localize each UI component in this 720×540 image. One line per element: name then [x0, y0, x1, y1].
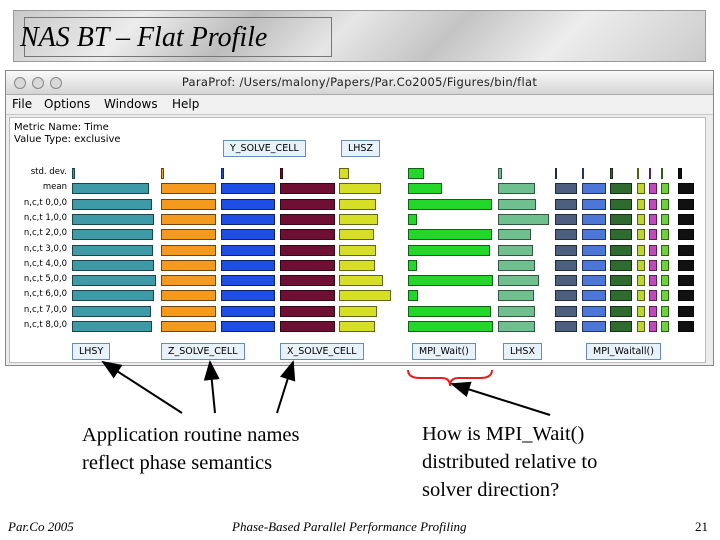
profile-bar-mpi-wait[interactable] [408, 183, 442, 194]
note-left-line-2: reflect phase semantics [82, 452, 273, 474]
profile-bar-black[interactable] [678, 275, 694, 286]
profile-bar-yellow2[interactable] [637, 229, 645, 240]
profile-bar-lhsz[interactable] [339, 199, 376, 210]
profile-bar-z-solve-cell[interactable] [161, 290, 216, 301]
profile-bar-lhsx[interactable] [498, 199, 536, 210]
row-label: n,c,t 3,0,0 [23, 243, 67, 254]
profile-bar-mpi-wait[interactable] [408, 229, 492, 240]
menu-windows[interactable]: Windows [104, 97, 158, 111]
profile-bar-slate[interactable] [555, 199, 577, 210]
profile-bar-darkgreen[interactable] [610, 229, 632, 240]
arrow-to-x-solve-cell [277, 362, 293, 413]
profile-bar-blue2[interactable] [582, 260, 606, 271]
profile-bar-slate[interactable] [555, 275, 577, 286]
profile-bar-green2[interactable] [661, 183, 669, 194]
profile-bar-blue2[interactable] [582, 306, 606, 317]
note-right-line-2: distributed relative to [422, 451, 598, 473]
profile-bar-x-solve-cell[interactable] [280, 290, 335, 301]
callout-x-solve-cell: X_SOLVE_CELL [280, 343, 364, 360]
profile-bar-blue2[interactable] [582, 321, 606, 332]
profile-bar-green2[interactable] [661, 290, 669, 301]
profile-bar-mpi-wait[interactable] [408, 245, 490, 256]
note-right [422, 420, 597, 504]
row-label: std. dev. [30, 167, 67, 177]
profile-bar-lhsy[interactable] [72, 306, 151, 317]
callout-y-solve-cell: Y_SOLVE_CELL [223, 140, 306, 157]
window-title: ParaProf: /Users/malony/Papers/Par.Co2005/Figures/bin/flat [181, 75, 538, 89]
profile-bar-y-solve-cell[interactable] [221, 183, 275, 194]
profile-bar-darkgreen[interactable] [610, 321, 632, 332]
profile-bar-lhsx[interactable] [498, 168, 502, 179]
profile-bar-black[interactable] [678, 306, 694, 317]
profile-bar-blue2[interactable] [582, 275, 606, 286]
profile-bar-black[interactable] [678, 245, 694, 256]
profile-bar-z-solve-cell[interactable] [161, 214, 216, 225]
profile-bar-darkgreen[interactable] [610, 214, 632, 225]
profile-bar-lhsx[interactable] [498, 306, 535, 317]
profile-bar-y-solve-cell[interactable] [221, 199, 275, 210]
profile-bar-blue2[interactable] [582, 183, 606, 194]
profile-bar-lhsx[interactable] [498, 321, 535, 332]
profile-bar-y-solve-cell[interactable] [221, 321, 275, 332]
profile-bar-lhsx[interactable] [498, 229, 531, 240]
profile-bar-magenta[interactable] [649, 199, 657, 210]
profile-bar-yellow2[interactable] [637, 260, 645, 271]
footer-center: Phase-Based Parallel Performance Profiling [232, 519, 467, 534]
callout-lhsy: LHSY [72, 343, 110, 360]
profile-bar-z-solve-cell[interactable] [161, 168, 164, 179]
profile-bar-black[interactable] [678, 290, 694, 301]
profile-bar-magenta[interactable] [649, 275, 657, 286]
arrow-to-z-solve-cell [210, 362, 215, 413]
mpi-wait-brace [408, 370, 492, 386]
callout-lhsz: LHSZ [341, 140, 380, 157]
menu-options[interactable]: Options [44, 97, 91, 111]
profile-bar-mpi-wait[interactable] [408, 260, 417, 271]
profile-bar-z-solve-cell[interactable] [161, 275, 216, 286]
profile-bar-lhsy[interactable] [72, 214, 154, 225]
profile-bar-lhsy[interactable] [72, 245, 153, 256]
profile-bar-lhsz[interactable] [339, 229, 374, 240]
profile-bar-lhsy[interactable] [72, 199, 152, 210]
profile-bar-darkgreen[interactable] [610, 245, 632, 256]
profile-bar-z-solve-cell[interactable] [161, 306, 216, 317]
profile-bar-x-solve-cell[interactable] [280, 245, 335, 256]
profile-bar-magenta[interactable] [649, 168, 651, 179]
profile-bar-green2[interactable] [661, 245, 669, 256]
profile-bar-black[interactable] [678, 229, 694, 240]
profile-bar-lhsz[interactable] [339, 168, 349, 179]
note-right-line-1: How is MPI_Wait() [422, 423, 585, 445]
profile-bar-darkgreen[interactable] [610, 290, 632, 301]
profile-bar-slate[interactable] [555, 306, 577, 317]
profile-bar-yellow2[interactable] [637, 199, 645, 210]
profile-bar-x-solve-cell[interactable] [280, 306, 335, 317]
profile-bar-magenta[interactable] [649, 214, 657, 225]
profile-bar-magenta[interactable] [649, 260, 657, 271]
profile-bar-yellow2[interactable] [637, 245, 645, 256]
profile-bar-green2[interactable] [661, 275, 669, 286]
profile-bar-lhsy[interactable] [72, 321, 152, 332]
profile-bar-lhsz[interactable] [339, 183, 381, 194]
profile-bar-lhsy[interactable] [72, 290, 154, 301]
profile-bar-z-solve-cell[interactable] [161, 245, 216, 256]
profile-bar-lhsz[interactable] [339, 306, 377, 317]
arrow-to-brace [452, 384, 550, 415]
profile-bar-y-solve-cell[interactable] [221, 260, 275, 271]
profile-bar-z-solve-cell[interactable] [161, 321, 216, 332]
profile-bar-mpi-wait[interactable] [408, 199, 492, 210]
profile-bar-x-solve-cell[interactable] [280, 260, 335, 271]
profile-bar-x-solve-cell[interactable] [280, 168, 283, 179]
callout-lhsx: LHSX [503, 343, 542, 360]
profile-bar-slate[interactable] [555, 260, 577, 271]
profile-bar-mpi-wait[interactable] [408, 168, 424, 179]
profile-bar-mpi-wait[interactable] [408, 275, 493, 286]
row-label: n,c,t 2,0,0 [23, 228, 67, 239]
row-label: n,c,t 1,0,0 [23, 212, 67, 223]
profile-bar-y-solve-cell[interactable] [221, 306, 275, 317]
profile-bar-blue2[interactable] [582, 168, 584, 179]
menu-file[interactable]: File [12, 97, 33, 111]
row-label: n,c,t 7,0,0 [23, 304, 67, 315]
profile-bar-green2[interactable] [661, 229, 669, 240]
profile-bar-lhsy[interactable] [72, 183, 149, 194]
row-label: n,c,t 4,0,0 [23, 258, 67, 269]
profile-bar-slate[interactable] [555, 245, 577, 256]
slide-title: NAS BT – Flat Profile [20, 22, 268, 53]
profile-bar-slate[interactable] [555, 229, 577, 240]
profile-bar-y-solve-cell[interactable] [221, 245, 275, 256]
profile-bar-green2[interactable] [661, 321, 669, 332]
profile-bar-blue2[interactable] [582, 199, 606, 210]
profile-bar-black[interactable] [678, 199, 694, 210]
profile-bar-y-solve-cell[interactable] [221, 214, 275, 225]
row-label: n,c,t 5,0,0 [23, 274, 67, 285]
profile-bar-y-solve-cell[interactable] [221, 229, 275, 240]
callout-z-solve-cell: Z_SOLVE_CELL [161, 343, 245, 360]
profile-bar-x-solve-cell[interactable] [280, 275, 335, 286]
profile-bar-yellow2[interactable] [637, 275, 645, 286]
callout-mpi-wait: MPI_Wait() [412, 343, 476, 360]
profile-bar-lhsx[interactable] [498, 290, 534, 301]
profile-bar-lhsy[interactable] [72, 260, 154, 271]
profile-bar-y-solve-cell[interactable] [221, 275, 275, 286]
profile-bar-lhsz[interactable] [339, 214, 378, 225]
profile-bar-lhsz[interactable] [339, 321, 375, 332]
profile-bar-green2[interactable] [661, 260, 669, 271]
profile-bar-blue2[interactable] [582, 290, 606, 301]
profile-bar-yellow2[interactable] [637, 290, 645, 301]
profile-bar-y-solve-cell[interactable] [221, 168, 224, 179]
profile-bar-slate[interactable] [555, 214, 577, 225]
profile-bar-blue2[interactable] [582, 245, 606, 256]
profile-bar-yellow2[interactable] [637, 183, 645, 194]
profile-bar-yellow2[interactable] [637, 214, 645, 225]
profile-bar-mpi-wait[interactable] [408, 321, 493, 332]
profile-bar-green2[interactable] [661, 214, 669, 225]
metric-name: Metric Name: Time [14, 122, 109, 133]
arrow-to-lhsy [103, 362, 182, 413]
profile-bar-black[interactable] [678, 214, 694, 225]
profile-bar-magenta[interactable] [649, 306, 657, 317]
profile-bar-lhsy[interactable] [72, 229, 153, 240]
profile-bar-magenta[interactable] [649, 245, 657, 256]
profile-bar-x-solve-cell[interactable] [280, 214, 335, 225]
profile-bar-green2[interactable] [661, 306, 669, 317]
profile-bar-green2[interactable] [661, 199, 669, 210]
profile-bar-x-solve-cell[interactable] [280, 199, 335, 210]
profile-bar-lhsx[interactable] [498, 275, 539, 286]
profile-bar-z-solve-cell[interactable] [161, 199, 216, 210]
profile-bar-blue2[interactable] [582, 214, 606, 225]
profile-bar-blue2[interactable] [582, 229, 606, 240]
row-label: n,c,t 0,0,0 [23, 197, 67, 208]
profile-bar-z-solve-cell[interactable] [161, 260, 216, 271]
menu-help[interactable]: Help [172, 97, 200, 111]
profile-bar-z-solve-cell[interactable] [161, 229, 216, 240]
profile-bar-lhsz[interactable] [339, 275, 383, 286]
profile-bar-slate[interactable] [555, 168, 557, 179]
menu-bar [6, 95, 713, 115]
profile-bar-x-solve-cell[interactable] [280, 229, 335, 240]
profile-bar-lhsx[interactable] [498, 183, 535, 194]
profile-bar-lhsz[interactable] [339, 245, 376, 256]
profile-bar-lhsz[interactable] [339, 260, 375, 271]
note-left-line-1: Application routine names [82, 424, 300, 446]
profile-bar-darkgreen[interactable] [610, 183, 632, 194]
profile-bar-lhsz[interactable] [339, 290, 391, 301]
profile-bar-darkgreen[interactable] [610, 199, 632, 210]
window-titlebar [6, 71, 713, 95]
profile-bar-y-solve-cell[interactable] [221, 290, 275, 301]
callout-mpi-waitall: MPI_Waitall() [586, 343, 661, 360]
profile-bar-yellow2[interactable] [637, 306, 645, 317]
profile-bar-lhsx[interactable] [498, 214, 549, 225]
profile-bar-green2[interactable] [661, 168, 663, 179]
profile-bar-lhsy[interactable] [72, 275, 156, 286]
row-label: n,c,t 6,0,0 [23, 289, 67, 300]
profile-bar-mpi-wait[interactable] [408, 290, 418, 301]
page-number: 21 [695, 519, 708, 534]
profile-bar-x-solve-cell[interactable] [280, 183, 335, 194]
profile-bar-slate[interactable] [555, 183, 577, 194]
profile-bar-lhsx[interactable] [498, 245, 533, 256]
profile-bar-lhsy[interactable] [72, 168, 75, 179]
profile-bar-lhsx[interactable] [498, 260, 535, 271]
profile-bar-magenta[interactable] [649, 290, 657, 301]
profile-bar-darkgreen[interactable] [610, 168, 613, 179]
profile-bar-magenta[interactable] [649, 229, 657, 240]
profile-bar-darkgreen[interactable] [610, 260, 632, 271]
profile-bar-mpi-wait[interactable] [408, 214, 417, 225]
profile-bar-x-solve-cell[interactable] [280, 321, 335, 332]
row-label: n,c,t 8,0,0 [23, 320, 67, 330]
profile-bar-magenta[interactable] [649, 321, 657, 332]
footer-left: Par.Co 2005 [8, 519, 74, 534]
note-left [82, 421, 299, 477]
profile-bar-darkgreen[interactable] [610, 275, 632, 286]
profile-bar-slate[interactable] [555, 321, 577, 332]
note-right-line-3: solver direction? [422, 479, 560, 501]
profile-bar-magenta[interactable] [649, 183, 657, 194]
profile-bar-z-solve-cell[interactable] [161, 183, 216, 194]
profile-bar-black[interactable] [678, 183, 694, 194]
value-type: Value Type: exclusive [14, 134, 121, 145]
profile-bar-black[interactable] [678, 260, 694, 271]
profile-bar-black[interactable] [678, 321, 694, 332]
row-label: mean [42, 182, 67, 193]
profile-bar-black[interactable] [678, 168, 682, 179]
profile-bar-yellow2[interactable] [637, 321, 645, 332]
profile-bar-slate[interactable] [555, 290, 577, 301]
profile-bar-darkgreen[interactable] [610, 306, 632, 317]
profile-bar-mpi-wait[interactable] [408, 306, 491, 317]
profile-bar-yellow2[interactable] [637, 168, 639, 179]
